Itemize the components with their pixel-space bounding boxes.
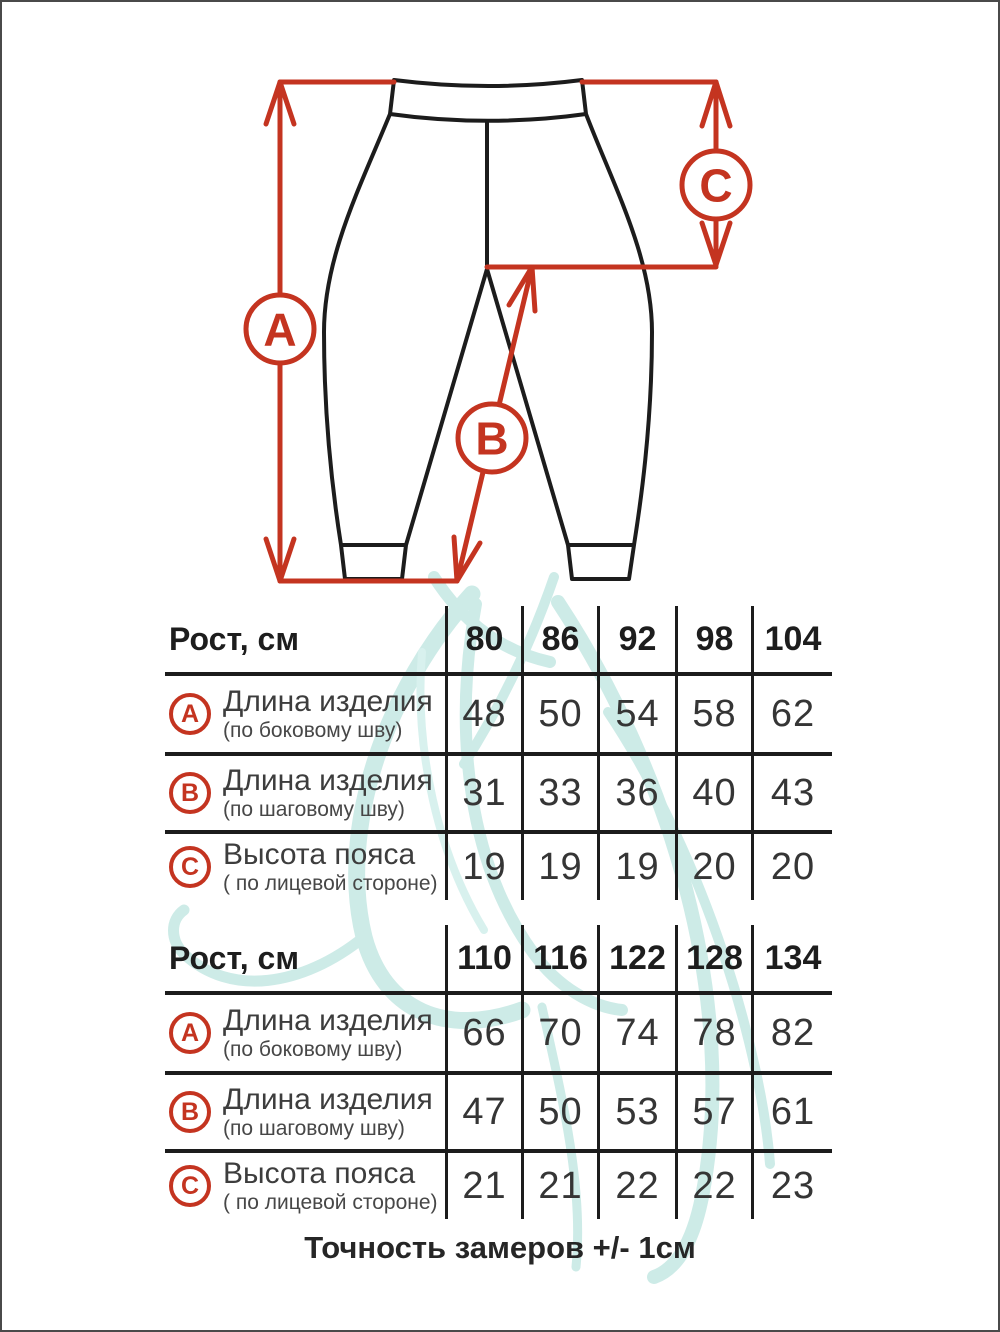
value-cell: 58: [675, 676, 751, 752]
value-cell: 50: [521, 676, 597, 752]
row-marker-letter: B: [180, 778, 200, 807]
row-marker-circle: [169, 693, 211, 735]
value-cell: 23: [751, 1153, 832, 1219]
row-sublabel: (по боковому шву): [223, 1037, 403, 1061]
row-marker-letter: C: [180, 852, 200, 881]
row-label: Длина изделия: [223, 1004, 433, 1038]
value-cell: 74: [597, 995, 675, 1071]
row-sublabel: ( по лицевой стороне): [223, 1190, 438, 1214]
value-cell: 61: [751, 1075, 832, 1149]
size-col-header: 116: [521, 925, 597, 991]
size-col-header: 122: [597, 925, 675, 991]
row-marker-circle: [169, 1165, 211, 1207]
value-cell: 82: [751, 995, 832, 1071]
pants-measurement-diagram: [2, 2, 1000, 602]
value-cell: 21: [521, 1153, 597, 1219]
row-marker-letter: B: [180, 1097, 200, 1126]
row-sublabel: (по шаговому шву): [223, 797, 405, 821]
size-col-header: 128: [675, 925, 751, 991]
row-marker-letter: A: [180, 1018, 200, 1047]
size-table-110-134: [165, 925, 832, 1219]
row-marker-circle: [169, 1012, 211, 1054]
row-sublabel: (по шаговому шву): [223, 1116, 405, 1140]
marker-a-letter: A: [263, 303, 297, 356]
value-cell: 53: [597, 1075, 675, 1149]
size-col-header: 80: [445, 606, 521, 672]
value-cell: 31: [445, 756, 521, 830]
size-col-header: 86: [521, 606, 597, 672]
table-header-row: [165, 925, 832, 995]
value-cell: 57: [675, 1075, 751, 1149]
value-cell: 48: [445, 676, 521, 752]
marker-b-letter: B: [475, 412, 509, 465]
size-col-header: 98: [675, 606, 751, 672]
value-cell: 36: [597, 756, 675, 830]
value-cell: 21: [445, 1153, 521, 1219]
row-marker-circle: [169, 1091, 211, 1133]
value-cell: 19: [445, 834, 521, 900]
header-label: Рост, см: [169, 939, 299, 976]
table-row: [165, 676, 832, 756]
value-cell: 47: [445, 1075, 521, 1149]
row-marker-circle: [169, 846, 211, 888]
value-cell: 22: [675, 1153, 751, 1219]
value-cell: 19: [597, 834, 675, 900]
row-label: Длина изделия: [223, 685, 433, 719]
size-col-header: 92: [597, 606, 675, 672]
row-sublabel: (по боковому шву): [223, 718, 403, 742]
header-label: Рост, см: [169, 620, 299, 657]
size-table-80-104: [165, 606, 832, 900]
value-cell: 40: [675, 756, 751, 830]
size-col-header: 134: [751, 925, 832, 991]
size-col-header: 110: [445, 925, 521, 991]
row-marker-circle: [169, 772, 211, 814]
row-sublabel: ( по лицевой стороне): [223, 871, 438, 895]
marker-c-letter: C: [699, 159, 733, 212]
value-cell: 78: [675, 995, 751, 1071]
table-row: [165, 834, 832, 900]
value-cell: 33: [521, 756, 597, 830]
value-cell: 62: [751, 676, 832, 752]
value-cell: 22: [597, 1153, 675, 1219]
table-header-row: [165, 606, 832, 676]
size-col-header: 104: [751, 606, 832, 672]
marker-a: [246, 295, 314, 363]
value-cell: 66: [445, 995, 521, 1071]
value-cell: 20: [751, 834, 832, 900]
value-cell: 19: [521, 834, 597, 900]
table-row: [165, 1075, 832, 1153]
table-row: [165, 1153, 832, 1219]
value-cell: 43: [751, 756, 832, 830]
row-label: Длина изделия: [223, 1083, 433, 1117]
row-marker-letter: A: [180, 699, 200, 728]
row-label: Высота пояса: [223, 838, 416, 872]
value-cell: 54: [597, 676, 675, 752]
value-cell: 50: [521, 1075, 597, 1149]
marker-c: [682, 151, 750, 219]
value-cell: 70: [521, 995, 597, 1071]
marker-b: [458, 404, 526, 472]
table-row: [165, 995, 832, 1075]
accuracy-note: Точность замеров +/- 1см: [304, 1230, 696, 1265]
value-cell: 20: [675, 834, 751, 900]
table-row: [165, 756, 832, 834]
row-label: Высота пояса: [223, 1157, 416, 1191]
row-marker-letter: C: [180, 1171, 200, 1200]
row-label: Длина изделия: [223, 764, 433, 798]
